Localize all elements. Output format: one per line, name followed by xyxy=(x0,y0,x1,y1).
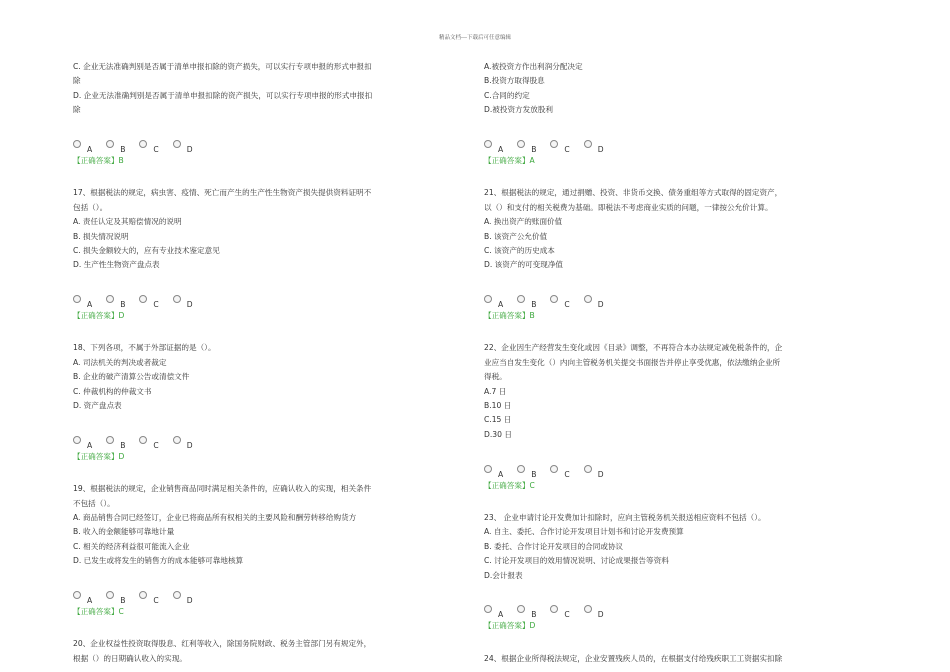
option-label: C xyxy=(564,610,570,620)
option-a-radio[interactable] xyxy=(73,295,92,309)
option-label: B xyxy=(531,144,537,154)
option-d-radio[interactable] xyxy=(173,140,193,154)
radio-circle-icon[interactable] xyxy=(550,295,558,303)
option-label: C xyxy=(564,300,570,310)
radio-circle-icon[interactable] xyxy=(73,436,81,444)
option-a-radio[interactable] xyxy=(73,591,92,605)
radio-circle-icon[interactable] xyxy=(139,140,147,148)
question-text-line: 21、根据税法的规定，通过捐赠、投资、非货币交换、债务重组等方式取得的固定资产， xyxy=(484,188,783,198)
radio-circle-icon[interactable] xyxy=(173,591,181,599)
radio-circle-icon[interactable] xyxy=(550,465,558,473)
radio-circle-icon[interactable] xyxy=(73,140,81,148)
radio-circle-icon[interactable] xyxy=(139,295,147,303)
option-label: A xyxy=(87,300,93,310)
spacer xyxy=(73,413,418,427)
option-c-radio[interactable] xyxy=(139,591,158,605)
question-text-line: A.7 日 xyxy=(484,386,507,396)
question-text-line: B.投资方取得股息 xyxy=(484,76,545,86)
option-label: D xyxy=(597,144,604,154)
radio-circle-icon[interactable] xyxy=(139,591,147,599)
radio-circle-icon[interactable] xyxy=(173,140,181,148)
option-c-radio[interactable] xyxy=(139,140,158,154)
answer-options xyxy=(484,461,829,479)
question-text-line: B. 委托、合作讨论开发项目的合同或协议 xyxy=(484,541,624,551)
question-text-line: 17、根据税法的规定，病虫害、疫情、死亡而产生的生产性生物资产损失提供资料证明不 xyxy=(73,188,372,198)
option-b-radio[interactable] xyxy=(517,295,536,309)
radio-circle-icon[interactable] xyxy=(584,140,592,148)
radio-circle-icon[interactable] xyxy=(517,140,525,148)
question-text-line: C. 该资产的历史成本 xyxy=(484,245,555,255)
question-text-line: B. 该资产公允价值 xyxy=(484,231,548,241)
option-label: D xyxy=(597,610,604,620)
spacer xyxy=(484,497,829,511)
option-b-radio[interactable] xyxy=(517,140,536,154)
radio-circle-icon[interactable] xyxy=(484,295,492,303)
question-text-line: 24、根据企业所得税法规定，企业安置残疾人员的，在根据支付给残疾职工工资据实扣除 xyxy=(484,653,783,663)
correct-answer: 【正确答案】D xyxy=(73,311,125,321)
question-text-line: D.30 日 xyxy=(484,429,512,439)
option-d-radio[interactable] xyxy=(584,140,604,154)
option-d-radio[interactable] xyxy=(173,436,193,450)
option-label: B xyxy=(531,610,537,620)
correct-answer: 【正确答案】B xyxy=(484,311,535,321)
question-text-line: 除 xyxy=(73,105,81,115)
question-text-line: C.15 日 xyxy=(484,415,512,425)
spacer xyxy=(73,468,418,482)
option-label: D xyxy=(186,595,193,605)
spacer xyxy=(73,172,418,186)
question-text-line: D. 资产盘点表 xyxy=(73,401,122,411)
option-label: D xyxy=(186,144,193,154)
answer-options xyxy=(484,601,829,619)
option-label: B xyxy=(120,595,126,605)
option-label: C xyxy=(153,300,159,310)
correct-answer: 【正确答案】D xyxy=(73,451,125,461)
question-text-line: D. 已发生或将发生的销售方的成本能够可靠地核算 xyxy=(73,556,244,566)
question-text-line: 得税。 xyxy=(484,372,507,382)
option-label: C xyxy=(564,469,570,479)
option-label: C xyxy=(153,595,159,605)
spacer xyxy=(484,583,829,597)
question-text-line: 23、 企业申请讨论开发费加计扣除时，应向主管税务机关报送相应资料不包括（）。 xyxy=(484,512,766,522)
radio-circle-icon[interactable] xyxy=(484,140,492,148)
option-b-radio[interactable] xyxy=(106,295,125,309)
option-c-radio[interactable] xyxy=(550,295,569,309)
question-text-line: C. 相关的经济利益很可能流入企业 xyxy=(73,541,190,551)
option-b-radio[interactable] xyxy=(517,605,536,619)
radio-circle-icon[interactable] xyxy=(517,465,525,473)
correct-answer: 【正确答案】C xyxy=(73,606,124,616)
option-label: C xyxy=(153,144,159,154)
radio-circle-icon[interactable] xyxy=(173,436,181,444)
option-c-radio[interactable] xyxy=(550,605,569,619)
question-text-line: D.会计报表 xyxy=(484,570,523,580)
radio-circle-icon[interactable] xyxy=(106,295,114,303)
question-text-line: B. 损失情况说明 xyxy=(73,231,129,241)
spacer xyxy=(484,118,829,132)
option-d-radio[interactable] xyxy=(584,465,604,479)
radio-circle-icon[interactable] xyxy=(550,140,558,148)
option-b-radio[interactable] xyxy=(106,140,125,154)
question-text-line: 包括（）。 xyxy=(73,202,108,212)
option-c-radio[interactable] xyxy=(139,295,158,309)
spacer xyxy=(484,172,829,186)
option-label: D xyxy=(186,440,193,450)
option-label: A xyxy=(87,144,93,154)
question-text-line: C.合同的约定 xyxy=(484,90,530,100)
option-a-radio[interactable] xyxy=(484,140,503,154)
radio-circle-icon[interactable] xyxy=(584,295,592,303)
question-text-line: 19、根据税法的规定，企业销售商品同时满足相关条件的，应确认收入的实现，相关条件 xyxy=(73,484,372,494)
option-label: A xyxy=(498,469,504,479)
question-text-line: C. 仲裁机构的仲裁文书 xyxy=(73,386,152,396)
answer-options xyxy=(484,291,829,309)
option-label: D xyxy=(597,469,604,479)
radio-circle-icon[interactable] xyxy=(106,140,114,148)
option-label: A xyxy=(498,300,504,310)
option-c-radio[interactable] xyxy=(139,436,158,450)
option-a-radio[interactable] xyxy=(484,295,503,309)
option-label: B xyxy=(531,469,537,479)
radio-circle-icon[interactable] xyxy=(584,465,592,473)
radio-circle-icon[interactable] xyxy=(517,295,525,303)
option-b-radio[interactable] xyxy=(106,591,125,605)
answer-options xyxy=(484,136,829,154)
option-label: D xyxy=(186,300,193,310)
correct-answer: 【正确答案】A xyxy=(484,155,535,165)
option-label: A xyxy=(498,610,504,620)
question-text-line: C. 讨论开发项目的效用情况说明、讨论成果报告等资料 xyxy=(484,556,669,566)
spacer xyxy=(484,442,829,456)
correct-answer: 【正确答案】C xyxy=(484,480,535,490)
option-label: C xyxy=(153,440,159,450)
question-text-line: 以（）和支付的相关税费为基础。即税法不考虑商业实质的问题，一律按公允价计算。 xyxy=(484,202,773,212)
question-text-line: B. 收入的金额能够可靠地计量 xyxy=(73,527,175,537)
question-text-line: 18、下列各项，不属于外部证据的是（）。 xyxy=(73,343,216,353)
question-text-line: A. 司法机关的判决或者裁定 xyxy=(73,357,167,367)
right-column xyxy=(484,60,829,666)
option-label: C xyxy=(564,144,570,154)
spacer xyxy=(484,327,829,341)
question-text-line: A.被投资方作出利润分配决定 xyxy=(484,62,583,71)
option-d-radio[interactable] xyxy=(584,295,604,309)
option-d-radio[interactable] xyxy=(173,591,193,605)
option-b-radio[interactable] xyxy=(106,436,125,450)
question-text-line: 不包括（）。 xyxy=(73,498,115,508)
spacer xyxy=(73,623,418,637)
answer-options xyxy=(73,136,418,154)
option-b-radio[interactable] xyxy=(517,465,536,479)
radio-circle-icon[interactable] xyxy=(73,591,81,599)
correct-answer: 【正确答案】B xyxy=(73,155,124,165)
question-text-line: D. 企业无法准确判别是否属于清单申报扣除的资产损失，可以实行专项申报的形式申报扣 xyxy=(73,90,373,100)
spacer xyxy=(73,273,418,287)
question-text-line: 业应当自发生变化（）内向主管税务机关提交书面报告并停止享受优惠，依法缴纳企业所 xyxy=(484,357,781,367)
question-text-line: C. 企业无法准确判别是否属于清单申报扣除的资产损失，可以实行专项申报的形式申报扣 xyxy=(73,62,372,71)
option-d-radio[interactable] xyxy=(584,605,604,619)
spacer xyxy=(73,118,418,132)
radio-circle-icon[interactable] xyxy=(484,465,492,473)
radio-circle-icon[interactable] xyxy=(73,295,81,303)
question-text-line: D. 该资产的可变现净值 xyxy=(484,260,564,270)
answer-options xyxy=(73,291,418,309)
spacer xyxy=(484,637,829,651)
option-label: A xyxy=(87,595,93,605)
left-column xyxy=(73,60,418,666)
option-a-radio[interactable] xyxy=(73,140,92,154)
option-label: B xyxy=(120,300,126,310)
answer-options xyxy=(73,432,418,450)
question-text-line: D.被投资方发放股利 xyxy=(484,105,554,115)
question-text-line: B.10 日 xyxy=(484,401,512,411)
radio-circle-icon[interactable] xyxy=(106,591,114,599)
option-d-radio[interactable] xyxy=(173,295,193,309)
spacer xyxy=(73,327,418,341)
page-header: 精品文档---下载后可任意编辑 xyxy=(439,35,511,41)
spacer xyxy=(73,569,418,583)
question-text-line: A. 责任认定及其赔偿情况的说明 xyxy=(73,217,182,227)
question-text-line: B. 企业的破产清算公告或清偿文件 xyxy=(73,372,190,382)
option-a-radio[interactable] xyxy=(73,436,92,450)
option-label: B xyxy=(531,300,537,310)
question-text-line: 22、企业因生产经营发生变化或因《目录》调整，不再符合本办法规定减免税条件的，企 xyxy=(484,343,783,353)
option-label: D xyxy=(597,300,604,310)
option-label: B xyxy=(120,440,126,450)
question-text-line: 除 xyxy=(73,76,81,86)
option-a-radio[interactable] xyxy=(484,465,503,479)
option-c-radio[interactable] xyxy=(550,140,569,154)
spacer xyxy=(484,273,829,287)
radio-circle-icon[interactable] xyxy=(173,295,181,303)
radio-circle-icon[interactable] xyxy=(584,605,592,613)
radio-circle-icon[interactable] xyxy=(106,436,114,444)
question-text-line: C. 损失金额较大的，应有专业技术鉴定意见 xyxy=(73,245,220,255)
option-c-radio[interactable] xyxy=(550,465,569,479)
question-text-line: 根据（）的日期确认收入的实现。 xyxy=(73,653,187,663)
option-label: B xyxy=(120,144,126,154)
question-text-line: A. 商品销售合同已经签订，企业已将商品所有权相关的主要风险和酬劳转移给购货方 xyxy=(73,512,357,522)
answer-options xyxy=(73,587,418,605)
question-text-line: A. 换出资产的账面价值 xyxy=(484,217,563,227)
question-text-line: 20、企业权益性投资取得股息、红利等收入，除国务院财政、税务主管部门另有规定外， xyxy=(73,639,372,649)
option-a-radio[interactable] xyxy=(484,605,503,619)
radio-circle-icon[interactable] xyxy=(139,436,147,444)
correct-answer: 【正确答案】D xyxy=(484,621,536,631)
question-text-line: A. 自主、委托、合作讨论开发项目计划书和讨论开发费预算 xyxy=(484,527,684,537)
question-text-line: D. 生产性生物资产盘点表 xyxy=(73,260,160,270)
option-label: A xyxy=(498,144,504,154)
radio-circle-icon[interactable] xyxy=(517,605,525,613)
radio-circle-icon[interactable] xyxy=(484,605,492,613)
option-label: A xyxy=(87,440,93,450)
radio-circle-icon[interactable] xyxy=(550,605,558,613)
